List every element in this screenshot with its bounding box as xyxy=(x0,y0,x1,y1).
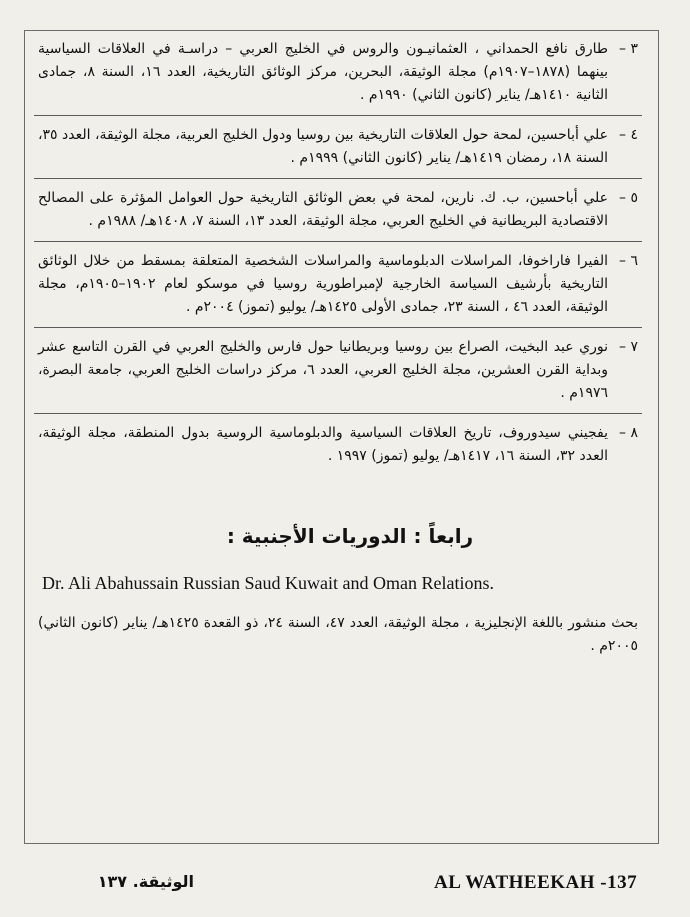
reference-number: ٧ – xyxy=(619,339,638,355)
reference-7 xyxy=(38,336,638,405)
reference-number: ٤ – xyxy=(619,127,638,143)
footer-page-label-latin: AL WATHEEKAH -137 xyxy=(434,872,638,893)
divider xyxy=(34,241,642,242)
reference-3 xyxy=(38,38,638,107)
divider xyxy=(34,178,642,179)
section-heading: رابعاً : الدوريات الأجنبية : xyxy=(226,524,474,548)
reference-5 xyxy=(38,187,638,233)
reference-text: يفجيني سيدوروف، تاريخ العلاقات السياسية والدبلوماسية الروسية بدول المنطقة، مجلة الوثيقة، العدد ٣٢، السنة ١٦، ١٤١٧هـ/ يوليو (تموز) ١٩٩٧ . xyxy=(38,425,608,464)
divider xyxy=(34,413,642,414)
reference-4 xyxy=(38,124,638,170)
reference-text: علي أباحسين، لمحة حول العلاقات التاريخية بين روسيا ودول الخليج العربية، مجلة الوثيقة، العدد ٣٥، السنة ١٨، رمضان ١٤١٩هـ/ يناير (كانون الثاني) ١٩٩٩م . xyxy=(38,127,608,166)
reference-number: ٦ – xyxy=(619,253,638,269)
divider xyxy=(34,327,642,328)
reference-6 xyxy=(38,250,638,319)
reference-8 xyxy=(38,422,638,468)
reference-number: ٨ – xyxy=(619,425,638,441)
reference-number: ٣ – xyxy=(619,41,638,57)
reference-text: علي أباحسين، ب. ك. نارين، لمحة في بعض الوثائق التاريخية حول العوامل المؤثرة على المصالح الاقتصادية البريطانية في الخليج العربي، مجلة الوثيقة، العدد ١٣، السنة ٧، ١٤٠٨هـ/ ١٩٨٨م . xyxy=(38,190,608,229)
footer-page-label-arabic: الوثيقة. ١٣٧ xyxy=(97,872,194,891)
english-reference-note: بحث منشور باللغة الإنجليزية ، مجلة الوثيقة، العدد ٤٧، السنة ٢٤، ذو القعدة ١٤٢٥هـ/ يناير (كانون الثاني) ٢٠٠٥م . xyxy=(38,615,638,654)
english-reference-title: Dr. Ali Abahussain Russian Saud Kuwait and Oman Relations. xyxy=(42,573,494,593)
references-list xyxy=(38,38,638,476)
reference-text: الفيرا فاراخوفا، المراسلات الدبلوماسية والمراسلات الشخصية المتعلقة بمسقط من خلال الوثائق التاريخية بأرشيف السياسة الخارجية لإمبراطورية روسيا في موسكو لعام ١٩٠٢–١٩٠٥م، مجلة الوثيقة، العدد ٤٦ ، السنة ٢٣، جمادى الأولى ١٤٢٥هـ/ يوليو (تموز) ٢٠٠٤م . xyxy=(38,253,608,315)
reference-text: طارق نافع الحمداني ، العثمانيـون والروس في الخليج العربي – دراسـة في العلاقات السياسية بينهما (١٨٧٨–١٩٠٧م) مجلة الوثيقة، البحرين، مركز الوثائق التاريخية، العدد ١٦، السنة ٨، جمادى الثانية ١٤١٠هـ/ يناير (كانون الثاني) ١٩٩٠م . xyxy=(38,41,608,103)
divider xyxy=(34,115,642,116)
reference-text: نوري عبد البخيت، الصراع بين روسيا وبريطانيا حول فارس والخليج العربي في القرن التاسع عشر وبداية القرن العشرين، مجلة الخليج العربي، العدد ٦، مركز دراسات الخليج العربي، جامعة البصرة، ١٩٧٦م . xyxy=(38,339,608,401)
reference-number: ٥ – xyxy=(619,190,638,206)
